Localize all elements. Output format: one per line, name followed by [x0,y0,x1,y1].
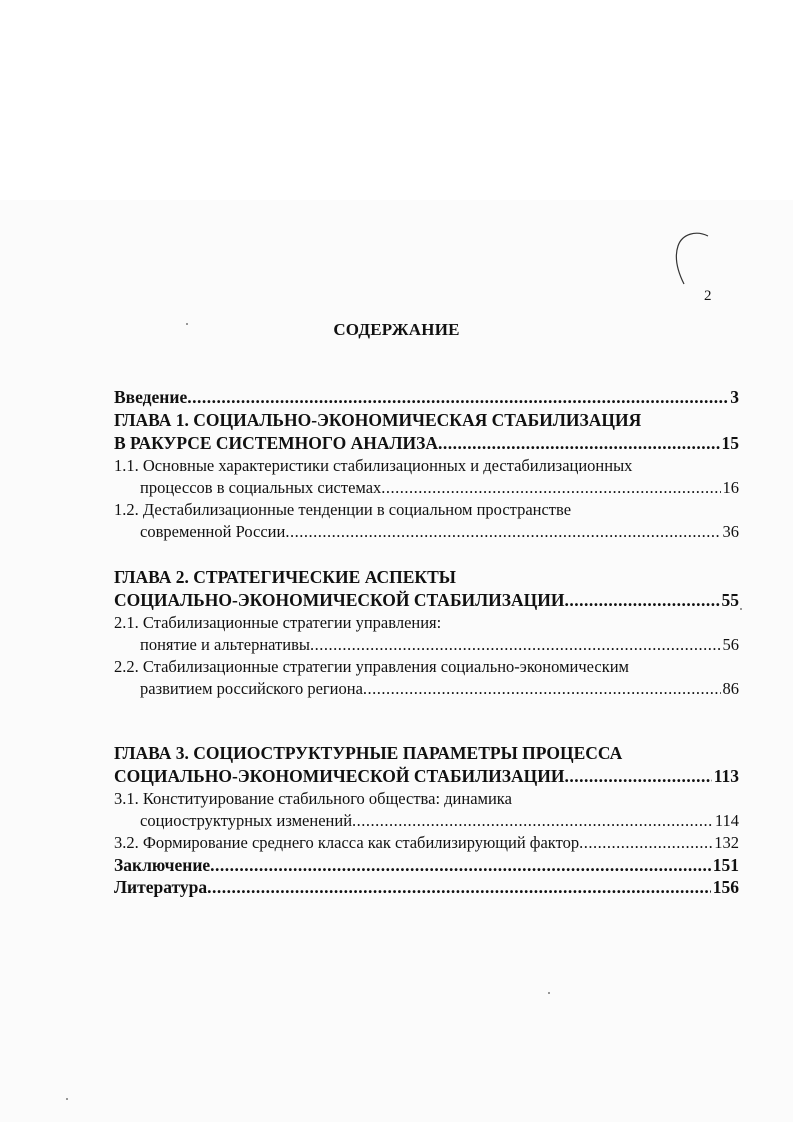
toc-entry-introduction[interactable] [114,386,739,408]
toc-section-1-2[interactable]: 1.2. Дестабилизационные тенденции в социальном пространстве [114,500,572,519]
toc-entry-label: процессов в социальных системах [140,478,382,497]
leader-dots [438,432,720,454]
leader-dots [285,521,720,543]
toc-entry-page: 3 [730,387,739,407]
toc-entry-label: СОЦИАЛЬНО-ЭКОНОМИЧЕСКОЙ СТАБИЛИЗАЦИИ [114,766,565,786]
toc-entry-page: 16 [722,478,739,497]
toc-section-2-2-cont[interactable] [140,678,739,700]
toc-section-2-1[interactable]: 2.1. Стабилизационные стратегии управления: [114,613,442,632]
toc-entry-page: 156 [712,877,739,897]
toc-section-1-1[interactable]: 1.1. Основные характеристики стабилизационных и дестабилизационных [114,456,633,475]
scan-speck [548,992,550,994]
toc-entry-literature[interactable] [114,876,739,898]
toc-section-3-1-cont[interactable] [140,810,739,832]
toc-entry-page: 15 [721,433,739,453]
leader-dots [565,589,720,611]
toc-entry-page: 151 [712,855,739,875]
toc-chapter1-title-cont[interactable] [114,432,739,454]
leader-dots [310,634,721,656]
handwritten-mark [668,228,712,286]
toc-entry-page: 114 [714,811,739,830]
toc-entry-label: Введение [114,387,188,407]
toc-entry-page: 132 [714,833,739,852]
leader-dots [381,477,720,499]
scan-speck [66,1098,68,1100]
toc-entry-page: 113 [713,766,739,786]
toc-chapter2-title-cont[interactable] [114,589,739,611]
toc-section-2-2[interactable]: 2.2. Стабилизационные стратегии управления социально-экономическим [114,657,629,676]
toc-section-2-1-cont[interactable] [140,634,739,656]
toc-entry-page: 56 [722,635,739,654]
toc-entry-page: 55 [721,590,739,610]
leader-dots [207,876,711,898]
toc-title: СОДЕРЖАНИЕ [333,320,460,339]
toc-entry-label: современной России [140,522,286,541]
toc-chapter2-title[interactable]: ГЛАВА 2. СТРАТЕГИЧЕСКИЕ АСПЕКТЫ [114,567,456,587]
toc-chapter1-title[interactable]: ГЛАВА 1. СОЦИАЛЬНО-ЭКОНОМИЧЕСКАЯ СТАБИЛИЗАЦИЯ [114,410,642,430]
scan-speck [186,323,188,325]
leader-dots [363,678,721,700]
toc-entry-label: развитием российского региона [140,679,363,698]
toc-section-1-1-cont[interactable] [140,477,739,499]
toc-chapter3-title-cont[interactable] [114,765,739,787]
leader-dots [565,765,712,787]
toc-section-3-1[interactable]: 3.1. Конституирование стабильного общества: динамика [114,789,512,808]
toc-entry-page: 86 [722,679,739,698]
toc-entry-label: понятие и альтернативы [140,635,310,654]
toc-entry-conclusion[interactable] [114,854,739,876]
toc-chapter3-title[interactable]: ГЛАВА 3. СОЦИОСТРУКТУРНЫЕ ПАРАМЕТРЫ ПРОЦЕССА [114,743,623,763]
toc-entry-label: Заключение [114,855,211,875]
leader-dots [187,386,728,408]
leader-dots [352,810,713,832]
toc-entry-label: Литература [114,877,208,897]
scan-speck [740,608,742,610]
toc-entry-page: 36 [722,522,739,541]
toc-entry-label: В РАКУРСЕ СИСТЕМНОГО АНАЛИЗА [114,433,438,453]
toc-entry-label: социоструктурных изменений [140,811,353,830]
toc-section-1-2-cont[interactable] [140,521,739,543]
page-number: 2 [704,288,712,304]
leader-dots [210,854,711,876]
toc-entry-label: СОЦИАЛЬНО-ЭКОНОМИЧЕСКОЙ СТАБИЛИЗАЦИИ [114,590,565,610]
toc-entry-label: 3.2. Формирование среднего класса как стабилизирующий фактор [114,833,580,852]
leader-dots [579,832,712,854]
toc-section-3-2[interactable] [114,832,739,854]
